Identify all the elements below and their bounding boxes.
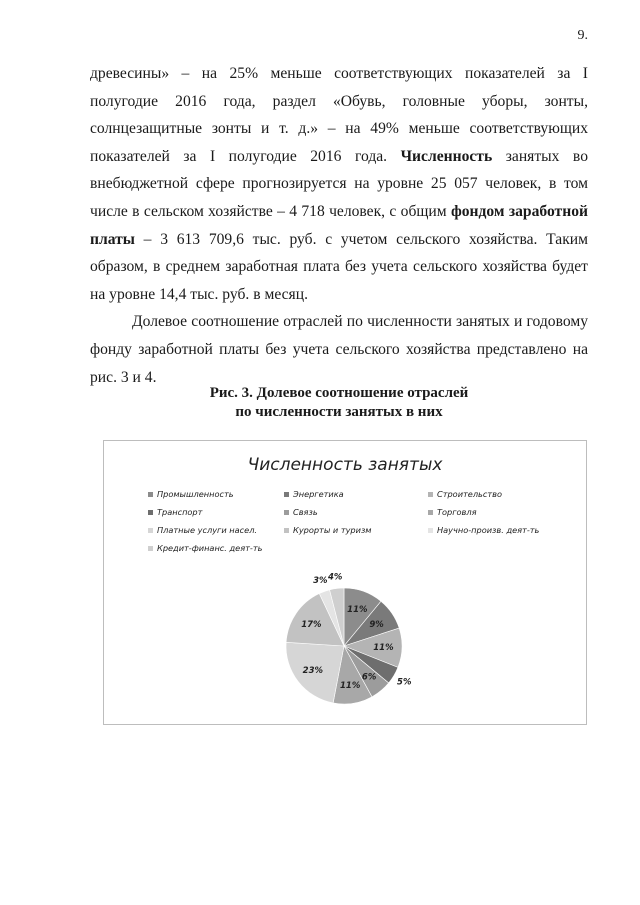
- paragraph-1-text-a: древесины» – на 25% меньше соответствующих показателей за I полугодие 2016 года, раздел «Обувь, головные уборы, зонты, солнцезащитные зонты и т. д.» – на 49% меньше соответствующих показателей за I полугодие 2016 года.: [90, 65, 588, 165]
- paragraph-1: [90, 60, 588, 308]
- paragraph-1-text-c: – 3 613 709,6 тыс. руб. с учетом сельского хозяйства. Таким образом, в среднем заработная плата без учета сельского хозяйства будет на уровне 14,4 тыс. руб. в месяц.: [90, 230, 588, 303]
- pie-chart-container: [103, 440, 587, 725]
- figure-caption-line-2: по численности занятых в них: [235, 404, 443, 420]
- legend-label: Торговля: [437, 507, 477, 517]
- pie-data-label: 17%: [301, 619, 322, 630]
- paragraph-2: Долевое соотношение отраслей по численности занятых и годовому фонду заработной платы без учета сельского хозяйства представлено на рис. 3 и 4.: [90, 313, 588, 386]
- pie-data-label: 11%: [373, 643, 394, 654]
- pie-data-label: 11%: [347, 604, 368, 615]
- pie-data-label: 23%: [302, 666, 324, 677]
- body-text: [90, 60, 588, 391]
- pie-data-label: 11%: [339, 680, 361, 691]
- pie-data-label: 4%: [328, 572, 343, 583]
- figure-caption: [90, 384, 588, 422]
- pie-data-label: 5%: [397, 677, 412, 688]
- legend-label: Строительство: [437, 489, 502, 499]
- figure-caption-line-1: Рис. 3. Долевое соотношение отраслей: [209, 385, 469, 401]
- legend-label: Кредит-финанс. деят-ть: [157, 543, 263, 553]
- chart-title: Численность занятых: [247, 455, 443, 475]
- legend-label: Промышленность: [157, 489, 234, 499]
- legend-label: Платные услуги насел.: [157, 525, 258, 535]
- page-number: 9.: [577, 28, 588, 43]
- legend-label: Транспорт: [157, 507, 203, 517]
- paragraph-1-text-b: занятых во внебюджетной сфере прогнозируется на уровне 25 057 человек, в том числе в сельском хозяйстве – 4 718 человек, с общим: [90, 147, 588, 220]
- pie-data-label: 9%: [369, 619, 384, 630]
- paragraph-1-bold-employment: Численность: [400, 147, 493, 165]
- legend-label: Курорты и туризм: [293, 525, 372, 535]
- pie-chart: [104, 441, 588, 726]
- legend-label: Связь: [293, 507, 318, 517]
- pie-data-label: 6%: [361, 672, 377, 683]
- paragraph-1-bold-wage-fund: фондом заработной платы: [90, 202, 588, 248]
- legend-label: Энергетика: [293, 489, 344, 499]
- pie-data-label: 3%: [313, 576, 328, 587]
- legend-label: Научно-произв. деят-ть: [437, 525, 540, 535]
